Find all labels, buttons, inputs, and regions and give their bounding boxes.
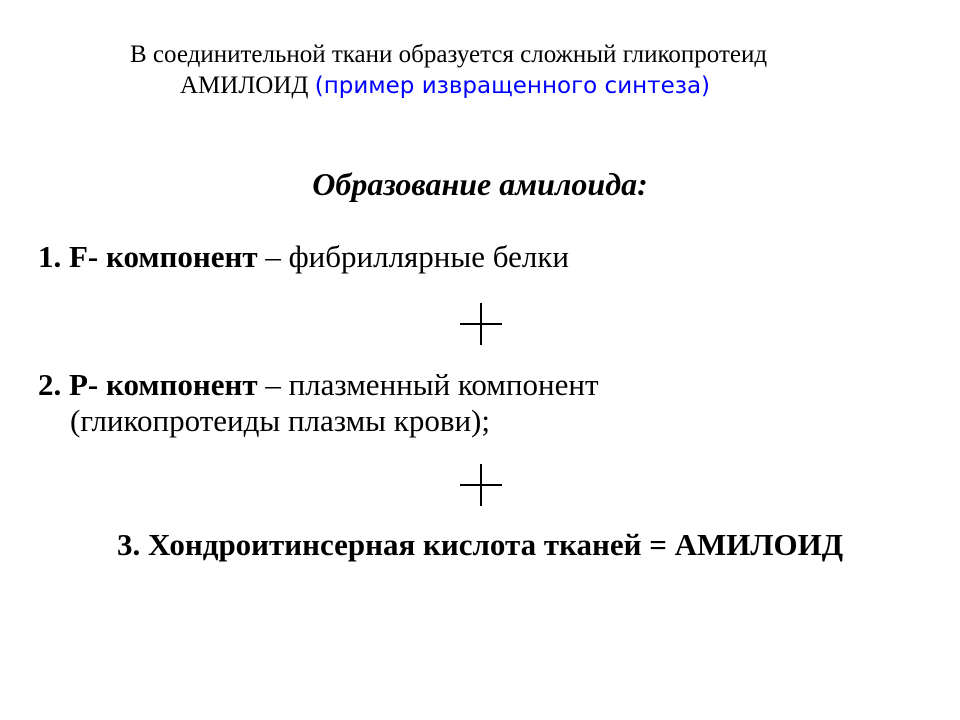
amyloid-term: АМИЛОИД — [180, 72, 309, 99]
item-number: 2. — [38, 367, 62, 402]
list-item-p-component-continuation: (гликопротеиды плазмы крови); — [70, 403, 490, 438]
intro-text-line-1: В соединительной ткани образуется сложный гликопротеид — [130, 41, 768, 68]
plus-icon — [460, 464, 502, 506]
plus-icon — [460, 303, 502, 345]
list-item-f-component — [38, 239, 569, 275]
item-description: – фибриллярные белки — [257, 239, 569, 274]
item-term: F- компонент — [69, 239, 258, 274]
list-item-p-component — [38, 367, 599, 403]
item-term: P- компонент — [69, 367, 258, 402]
intro-text-line-2 — [180, 70, 710, 102]
list-item-result: 3. Хондроитинсерная кислота тканей = АМИЛОИД — [116, 527, 844, 562]
item-description: – плазменный компонент — [257, 367, 599, 402]
item-number: 1. — [38, 239, 62, 274]
section-heading: Образование амилоида: — [312, 166, 648, 202]
intro-note: (пример извращенного синтеза) — [314, 73, 711, 99]
